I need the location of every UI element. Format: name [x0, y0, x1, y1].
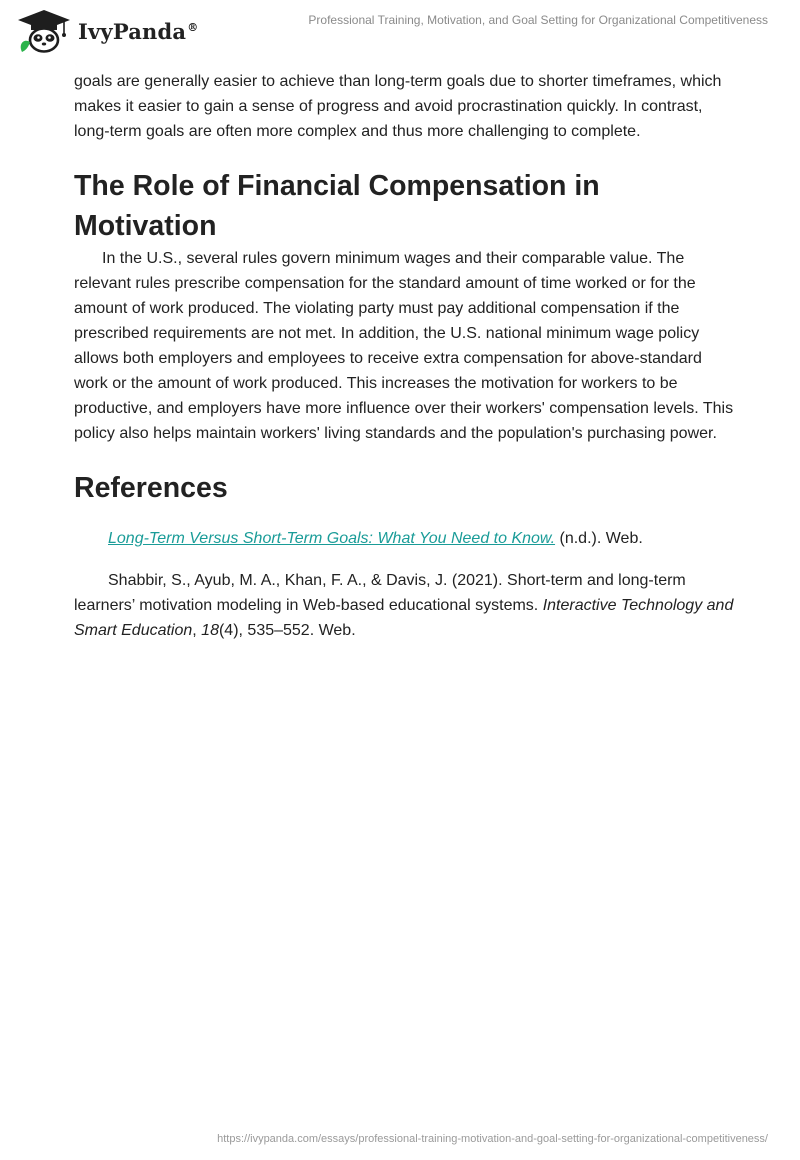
reference-issue-pages: (4), 535–552. Web.: [218, 622, 356, 639]
reference-separator: ,: [192, 622, 202, 639]
footer-url: https://ivypanda.com/essays/professional-training-motivation-and-goal-setting-for-organizational-competitiveness/: [217, 1133, 768, 1145]
reference-journal: Interactive Technology and Smart Education: [74, 597, 734, 639]
page-header: [0, 0, 800, 70]
ivypanda-logo[interactable]: [14, 8, 198, 54]
panda-graduate-icon: [14, 8, 74, 54]
intro-paragraph: goals are generally easier to achieve than long-term goals due to shorter timeframes, which makes it easier to gain a sense of progress and avoid procrastination quickly. In contrast, long-term goals are often more complex and thus more challenging to complete.: [74, 73, 722, 140]
reference-volume: 18: [201, 622, 219, 639]
reference-detail: (n.d.). Web.: [555, 530, 643, 547]
section-paragraph: In the U.S., several rules govern minimum wages and their comparable value. The relevant rules prescribe compensation for the standard amount of time worked or for the amount of work produced. The violating party must pay additional compensation if the prescribed requirements are not met. In addition, the U.S. national minimum wage policy allows both employers and employees to receive extra compensation for above-standard work or the amount of work produced. This increases the motivation for workers to be productive, and employers have more influence over their workers' compensation levels. This policy also helps maintain workers' living standards and the population's purchasing power.: [74, 250, 734, 442]
reference-authors: Shabbir, S., Ayub, M. A., Khan, F. A., & Davis, J. (2021). Short-term and long-term learners’ motivation modeling in Web-based educational systems.: [74, 572, 686, 614]
references-list: [74, 526, 734, 643]
running-title: Professional Training, Motivation, and Goal Setting for Organizational Competitiveness: [308, 13, 768, 27]
logo-wordmark: IvyPanda®: [78, 18, 199, 44]
essay-content: [74, 69, 734, 643]
references-heading: References: [74, 472, 228, 504]
reference-item: [74, 526, 734, 551]
reference-item: [74, 568, 734, 643]
section-heading-financial-compensation: The Role of Financial Compensation in Motivation: [74, 170, 600, 242]
reference-link[interactable]: Long-Term Versus Short-Term Goals: What You Need to Know.: [108, 530, 556, 547]
